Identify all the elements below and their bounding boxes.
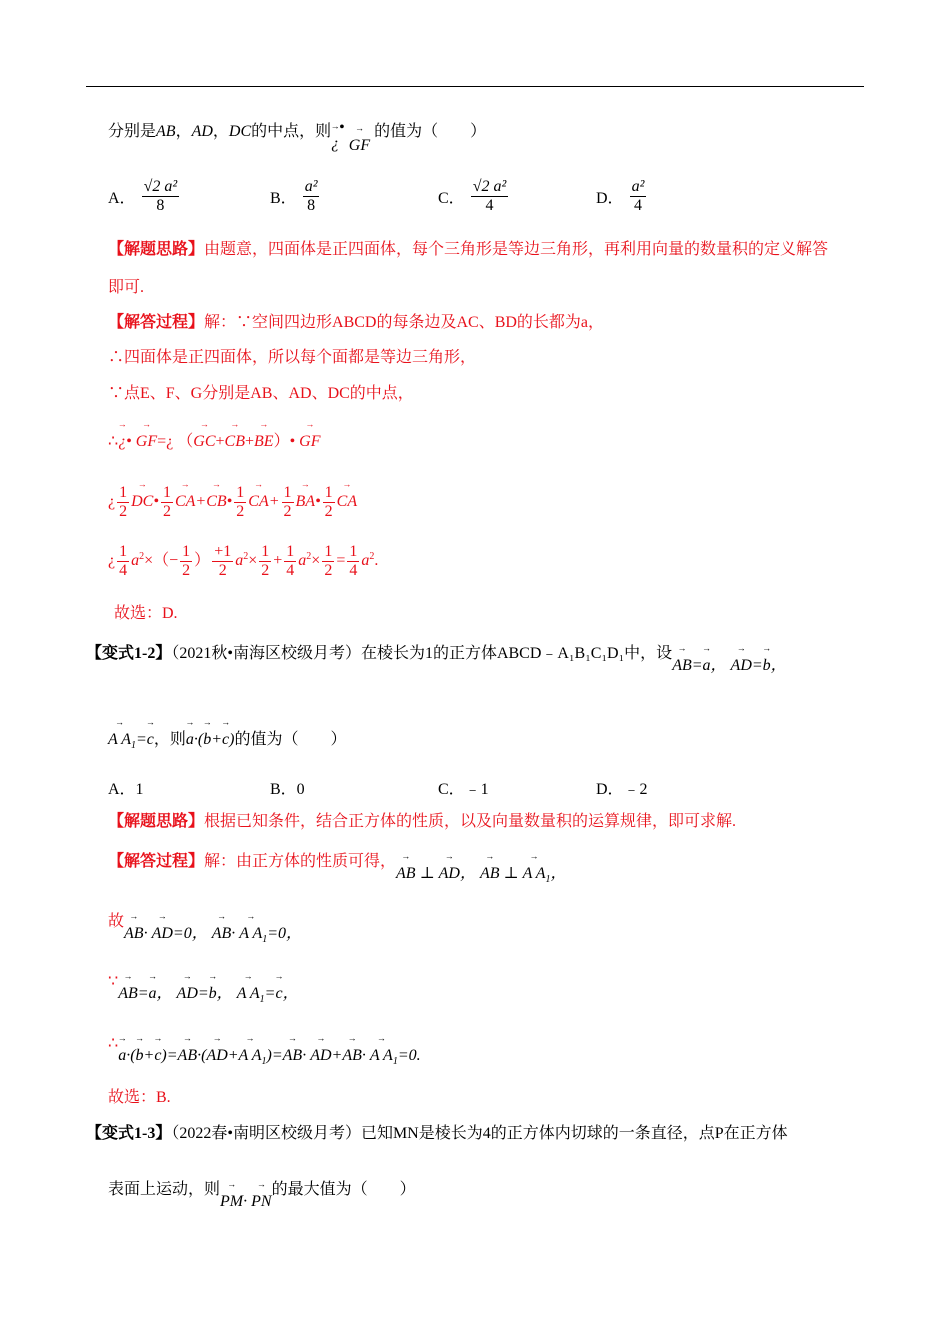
prev-question-stem: 分别是AB，AD，DC的中点，则→ ¿• → GF 的值为（ ） bbox=[108, 122, 486, 142]
prev-idea-cont: 即可. bbox=[108, 279, 145, 296]
prev-process-1: 【解答过程】解：∵空间四边形ABCD的每条边及AC、BD的长都为a， bbox=[108, 314, 605, 331]
prev-formula-2: ¿ $\frac{1}{2}$ → DC• $\frac{1}{2}$ → CA+→ CB• $\frac{1}{2}$ → CA+ $\frac{1}{2}$ → BA• $\frac{1}{2}$ → CA bbox=[108, 484, 357, 521]
q12-answer: 故选：B. bbox=[108, 1089, 171, 1106]
q13-stem: 【变式1-3】（2022春•南明区校级月考）已知MN是棱长为4的正方体内切球的一条直径，点P在正方体 bbox=[86, 1125, 788, 1142]
q12-process-3: ∵→ AB=→ a， → AD=→ b， → A $A_1=\to c$， bbox=[108, 972, 299, 992]
prev-option-a[interactable]: A． $\frac{\text{√2 a²}}{8}$ bbox=[108, 178, 178, 214]
prev-option-c[interactable]: C． $\frac{\text{√2 a²}}{4}$ bbox=[438, 178, 507, 214]
q12-option-b[interactable]: B．0 bbox=[270, 781, 305, 798]
prev-answer: 故选：D. bbox=[114, 605, 178, 622]
q13-stem-2: 表面上运动，则→ PM· → PN的最大值为（ ） bbox=[108, 1180, 416, 1200]
prev-formula-3: ¿ $\frac{1}{4}$ $a^2\times(-$ $\frac{1}{2}$ ） $\frac{+1}{2}$ $a^2\times$ $\frac{1}{2}$ + $\frac{1}{4}$ $a^2\times$ $\frac{1}{2}$ = $\frac{1}{4}$ $a^2$. bbox=[108, 543, 379, 579]
prev-process-2: ∴四面体是正四面体，所以每个面都是等边三角形， bbox=[108, 349, 477, 366]
q12-stem-2: → A $A_1=\to c$，则→ a·(→ b+→ c)的值为（ ） bbox=[108, 730, 346, 750]
prev-formula-1: ∴→ ¿• → GF=¿ （→ GC+→ CB+→ BE）• → GF bbox=[108, 432, 321, 452]
q12-option-d[interactable]: D．﹣2 bbox=[596, 781, 648, 798]
prev-idea: 【解题思路】由题意，四面体是正四面体，每个三角形是等边三角形，再利用向量的数量积的定义解答 bbox=[108, 241, 829, 258]
header-rule bbox=[86, 86, 864, 87]
prev-option-d[interactable]: D． $\frac{\text{a²}}{4}$ bbox=[596, 178, 645, 214]
q12-option-c[interactable]: C．﹣1 bbox=[438, 781, 489, 798]
q12-process-1: 【解答过程】解：由正方体的性质可得，→ AB ⊥ → AD， → AB ⊥ → A $A_1$， bbox=[108, 852, 567, 872]
q12-option-a[interactable]: A．1 bbox=[108, 781, 144, 798]
prev-process-3: ∵点E、F、G分别是AB、AD、DC的中点， bbox=[108, 385, 414, 402]
q12-process-4: ∴→ a·(→ b+→ c)=→ AB·(→ AD+→ A $A_1)=\to AB\cdot \to AD+\to AB\cdot \to A$ $A_1=0$. bbox=[108, 1034, 421, 1054]
q12-stem: 【变式1-2】（2021秋•南海区校级月考）在棱长为1的正方体ABCD﹣A₁B₁C₁D₁中，设→ AB=→ a， → AD=→ b， bbox=[86, 644, 787, 664]
prev-option-b[interactable]: B． $\frac{\text{a²}}{8}$ bbox=[270, 178, 318, 214]
q12-idea: 【解题思路】根据已知条件，结合正方体的性质，以及向量数量积的运算规律，即可求解. bbox=[108, 813, 737, 830]
q12-process-2: 故→ AB· → AD=0， → AB· → A $A_1=0$， bbox=[108, 912, 302, 932]
